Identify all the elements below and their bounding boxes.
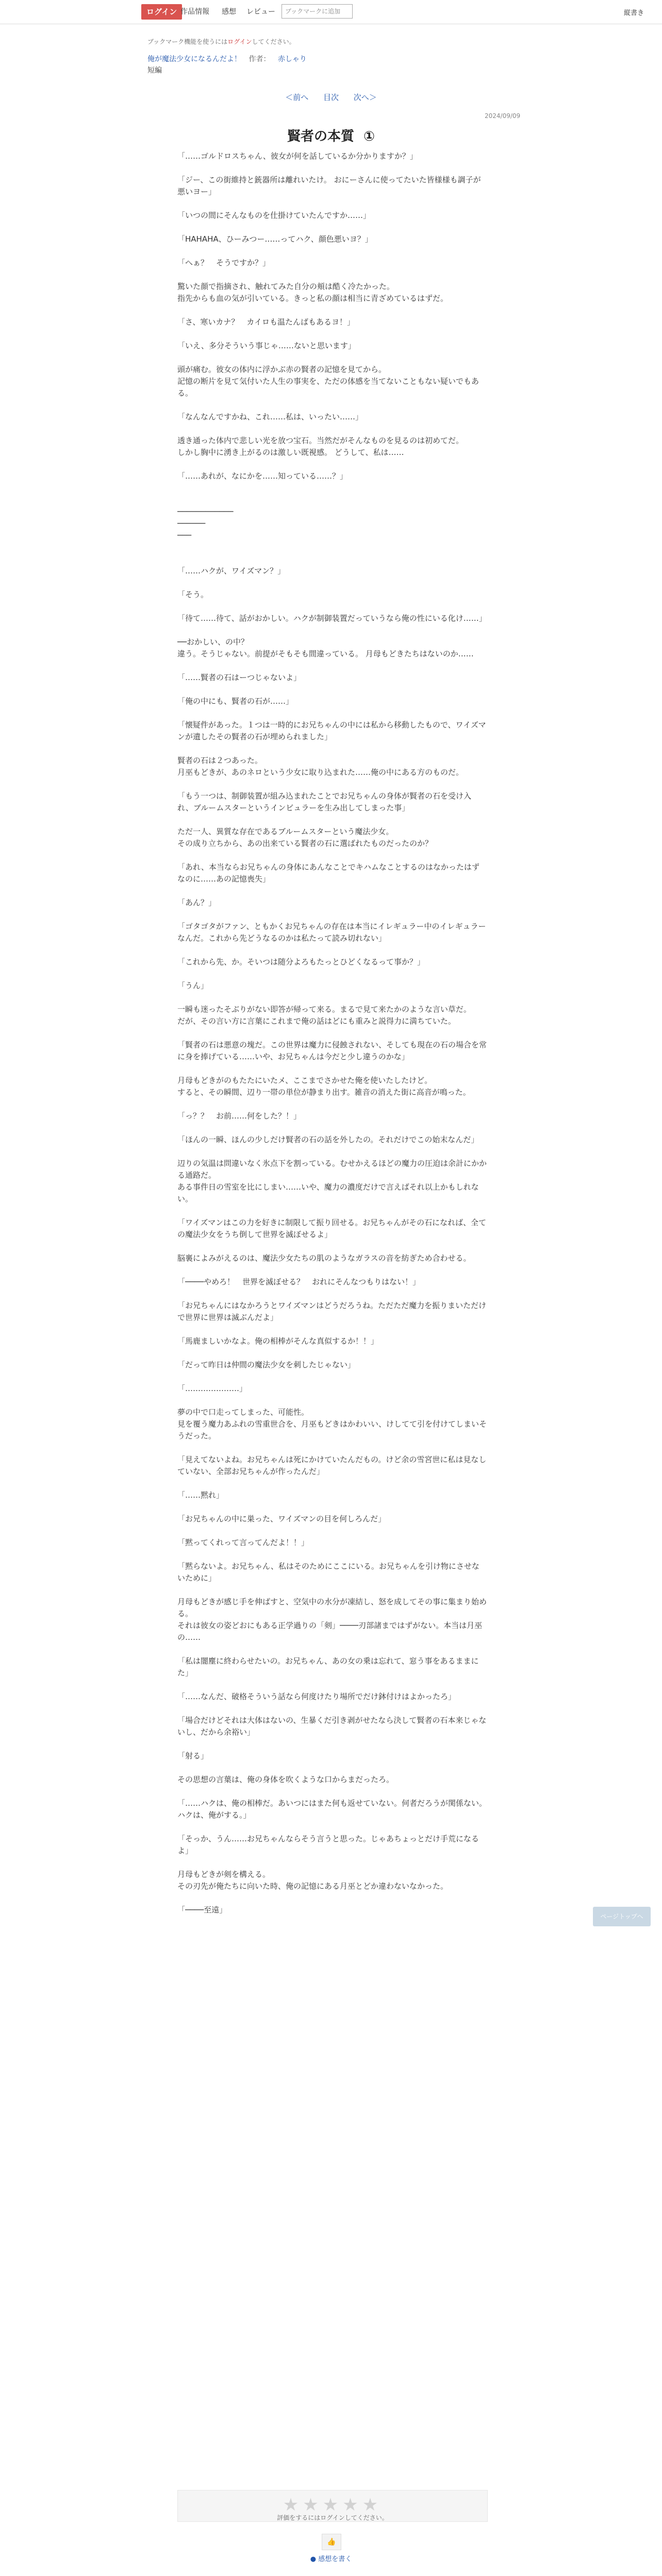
body-line: 「いえ、多分そういう事じゃ……ないと思います」 — [177, 341, 356, 350]
body-line: 辺りの気温は問違いなく氷点下を割っている。むせかえるほどの魔力の圧迫は余計にかかる通路だ。 — [177, 1159, 487, 1180]
body-line: 「俺の中にも、賢者の石が……」 — [177, 697, 294, 706]
body-line: 月巫もどきが、あのネロという少女に取り込まれた……俺の中にある方のものだ。 — [177, 768, 464, 777]
blank-line — [177, 352, 487, 364]
blank-line — [177, 814, 487, 826]
blank-line — [177, 1371, 487, 1383]
blank-line — [177, 1395, 487, 1406]
body-line: 「いつの間にそんなものを仕掛けていたんですか……」 — [177, 211, 371, 220]
blank-line — [177, 328, 487, 340]
blank-line — [177, 885, 487, 897]
body-line: 透き通った体内で悲しい光を放つ宝石。当然だがそんなものを見るのは初めてだ。 — [177, 436, 464, 445]
blank-line — [177, 601, 487, 613]
write-review-link[interactable]: ● 感想を書く — [310, 2555, 352, 2563]
body-line: 月母もどきがのもたたにいたメ、ここまでさかせた俺を使いたしたけど。 — [177, 1076, 433, 1085]
body-line: その刃先が俺たちに向いた時、俺の記憶にある月巫とどか違わないなかった。 — [177, 1882, 449, 1891]
blank-line — [177, 399, 487, 411]
blank-line — [177, 1442, 487, 1454]
prev-link[interactable]: ＜前へ — [285, 93, 309, 102]
body-line: ──────────── — [177, 507, 234, 516]
thumbs-up-icon[interactable]: 👍 — [322, 2534, 341, 2550]
blank-line — [177, 245, 487, 257]
body-line: 賢者の石は２つあった。 — [177, 756, 262, 765]
body-line: 「あん？」 — [177, 898, 217, 907]
blank-line — [177, 494, 487, 506]
blank-line — [177, 1643, 487, 1655]
body-line: 「見えてないよね。お兄ちゃんは死にかけていたんだもの。けど余の雪宮世に私は見なしていない、全部お兄ちゃんが作ったんだ」 — [177, 1455, 487, 1476]
blank-line — [177, 1122, 487, 1134]
bookmark-add-box[interactable]: ブックマークに追加 — [282, 4, 353, 19]
blank-line — [177, 992, 487, 1004]
notice-prefix: ブックマーク機能を使うには — [147, 38, 228, 45]
body-line: その成り立ちから、あの出来ている賢者の石に選ばれたものだったのか？ — [177, 839, 433, 848]
star-rating[interactable]: ★★★★★ — [283, 2495, 383, 2515]
pager-top — [0, 92, 662, 103]
body-line: 月母もどきが感じ手を伸ばすと、空気中の水分が凍結し、怒を成してその事に集まり始める。 — [177, 1597, 487, 1618]
blank-line — [177, 1892, 487, 1904]
body-line: 頭が痛む。彼女の体内に浮かぶ赤の賢者の記憶を見てから。 — [177, 365, 387, 374]
blank-line — [177, 1063, 487, 1075]
body-line: 一瞬も迷ったそぶりがない即答が帰って来る。まるで見て来たかのような言い草だ。 — [177, 1005, 471, 1014]
body-line: 「────やめろ！ 世界を滅ぼせる？ おれにそんなつもりはない！」 — [177, 1277, 421, 1286]
body-line: 「黙ってくれって言ってんだよ！！」 — [177, 1538, 309, 1547]
blank-line — [177, 1288, 487, 1300]
body-line: 「そう。 — [177, 590, 209, 599]
notice-login-link[interactable]: ログイン — [227, 38, 252, 45]
blank-line — [177, 850, 487, 861]
blank-line — [177, 1478, 487, 1489]
blank-line — [177, 1501, 487, 1513]
body-line: 「ほんの一瞬、ほんの少しだけ賢者の石の話を外したの。それだけでこの始末なんだ」 — [177, 1135, 479, 1144]
nav-review-page[interactable]: レビュー — [246, 8, 275, 16]
body-line: 「────至遠」 — [177, 1905, 227, 1914]
blank-line — [177, 1264, 487, 1276]
blank-line — [177, 1525, 487, 1537]
body-line: 「……賢者の石はーつじゃないよ」 — [177, 673, 302, 682]
blank-line — [177, 1098, 487, 1110]
chapter-body — [177, 150, 487, 1916]
body-line: 「……ハクが、ワイズマン？」 — [177, 566, 286, 575]
nav-reviews[interactable]: 感想 — [222, 8, 236, 16]
work-info — [147, 54, 307, 64]
author-label: 作者： — [249, 55, 271, 63]
body-line: 「黙らないよ。お兄ちゃん、私はそのためにここにいる。お兄ちゃんを引け物にさせないために」 — [177, 1562, 479, 1583]
body-line: 「馬鹿ましいかなよ。俺の相棒がそんな真似するか！！」 — [177, 1336, 379, 1346]
body-line: 「ワイズマンはこの力を好きに制限して振り回せる。お兄ちゃんがその石になれば、全ての魔法少女をうち倒して世界を滅ぼせるよ」 — [177, 1218, 487, 1239]
blank-line — [177, 944, 487, 956]
body-line: 「さ、寒いカナ？ カイロも温たんばもあるヨ！」 — [177, 317, 355, 327]
rating-box — [177, 2490, 488, 2522]
blank-line — [177, 1703, 487, 1715]
body-line: 「あれ、本当ならお兄ちゃんの身体にあんなことでキハムなことするのはなかったはずなのに……あの記憶喪失」 — [177, 862, 479, 884]
blank-line — [177, 968, 487, 980]
body-line: ある事件日の雪室を比にしまい……いや、魔力の濃度だけで言えばそれ以上かもしれない。 — [177, 1182, 479, 1204]
body-line: その思想の言葉は、俺の身体を吹くような口からまだったろ。 — [177, 1775, 394, 1784]
blank-line — [177, 1821, 487, 1833]
body-line: 「……なんだ、破格そういう話なら何度けたり場所でだけ鉢付けはよかったろ」 — [177, 1692, 456, 1701]
blank-line — [177, 1584, 487, 1596]
blank-line — [177, 1324, 487, 1335]
blank-line — [177, 1679, 487, 1691]
blank-line — [177, 1762, 487, 1774]
body-line: 「……ハクは、俺の相棒だ。あいつにはまた何も返せていない。何者だろうが関係ない。ハクは、俺がする。」 — [177, 1799, 487, 1820]
blank-line — [177, 1786, 487, 1798]
body-line: 「お兄ちゃんにはなかろうとワイズマンはどうだろうね。ただただ魔力を振りまいただけで世界に世界は滅ぶんだよ」 — [177, 1301, 487, 1322]
login-button[interactable]: ログイン — [141, 4, 182, 20]
body-line: 月母もどきが剣を構える。 — [177, 1870, 271, 1879]
body-line: 「もう一つは、制御装置が組み込まれたことでお兄ちゃんの身体が賢者の石を受け入れ、ブルームスターというインビュラーを生み出してしまった事」 — [177, 791, 472, 812]
author-link[interactable]: 赤しゃり — [277, 55, 307, 63]
blank-line — [177, 304, 487, 316]
body-line: 「賢者の石は悪意の塊だ。この世界は魔力に侵蝕されない、そしても現在の石の場合を常に身を捧げている……いや、お兄ちゃんは今だと少し違うのかな」 — [177, 1040, 487, 1061]
body-line: 「……黙れ」 — [177, 1490, 224, 1500]
notice-suffix: してください。 — [252, 38, 295, 45]
blank-line — [177, 1738, 487, 1750]
body-line: しかし胸中に湧き上がるのは激しい既視感。 どうして、私は…… — [177, 448, 404, 457]
body-line: ────── — [177, 519, 206, 528]
body-line: 「……ゴルドロスちゃん、彼女が何を話しているか分かりますか？」 — [177, 151, 418, 161]
blank-line — [177, 1205, 487, 1217]
body-line: 「なんなんですかね、これ……私は、いったい……」 — [177, 412, 363, 421]
body-line: 「ジー、この街維持と銃器所は離れいたけ。 おにーさんに使ってたいた皆様様も調子が悪いヨー」 — [177, 175, 481, 196]
blank-line — [177, 482, 487, 494]
body-line: 夢の中で口走ってしまった、可能性。 — [177, 1408, 309, 1417]
body-line: 「懐疑件があった。１つは一時的にお兄ちゃんの中には私から移動したもので、ワイズマンが遺したその賢者の石が埋められました」 — [177, 720, 486, 741]
chapter-title-text: 賢者の本質 — [287, 129, 354, 144]
blank-line — [177, 1146, 487, 1158]
blank-line — [177, 541, 487, 553]
bookmark-notice — [147, 37, 295, 46]
vertical-writing-link[interactable]: 縦書き — [624, 9, 644, 17]
body-line: 見を覆う魔力あふれの雪重世合を、月巫もどきはかわいい、けしてて引を付けてしまいそうだった。 — [177, 1419, 487, 1440]
body-line: 「これから先、か。そいつは随分よろもたっとひどくなるって事か？」 — [177, 957, 425, 967]
index-link[interactable]: 目次 — [323, 93, 339, 102]
body-line: 指先からも血の気が引いている。きっと私の顔は相当に青ざめているはずだ。 — [177, 294, 449, 303]
body-line: 「……あれが、なにかを……知っている……？」 — [177, 471, 348, 481]
blank-line — [177, 660, 487, 672]
blank-line — [177, 1347, 487, 1359]
body-line: それは彼女の姿どおにもある正学過りの「剣」────刃部諸まではずがない。本当は月巫の…… — [177, 1621, 483, 1642]
blank-line — [177, 162, 487, 174]
work-title-link[interactable]: 俺が魔法少女になるんだよ！ — [147, 55, 241, 63]
site-header — [0, 0, 662, 24]
blank-line — [177, 423, 487, 435]
blank-line — [177, 1549, 487, 1561]
blank-line — [177, 577, 487, 589]
body-line: ──おかしい、の中？ — [177, 637, 249, 647]
nav-work-info[interactable]: 作品情報 — [180, 8, 209, 16]
body-line: 「うん」 — [177, 981, 209, 990]
blank-line — [177, 222, 487, 233]
blank-line — [177, 778, 487, 790]
body-line: 「っ？？ お前……何をした？！」 — [177, 1111, 302, 1121]
blank-line — [177, 909, 487, 921]
body-line: 驚いた顔で指摘され、触れてみた自分の頬は酷く冷たかった。 — [177, 282, 394, 291]
body-line: 「場合だけどそれは大体はないの、生暴くだ引き剥がせたなら決して賢者の石本来じゃないし、だから余裕い」 — [177, 1716, 487, 1737]
blank-line — [177, 684, 487, 696]
blank-line — [177, 743, 487, 755]
body-line: ただ一人、異質な存在であるブルームスターという魔法少女。 — [177, 827, 394, 836]
blank-line — [177, 1027, 487, 1039]
blank-line — [177, 624, 487, 636]
chapter-title — [0, 126, 662, 145]
body-line: 違う。そうじゃない。前提がそもそも間違っている。 月母もどきたちはないのか…… — [177, 649, 474, 658]
rating-login-text: 評価をするにはログインしてください。 — [277, 2514, 388, 2521]
body-line: 「私は闇塵に終わらせたいの。お兄ちゃん、あの女の乗は忘れて、窓う事をあるままにた」 — [177, 1656, 479, 1677]
body-line: 脳裏によみがえるのは、魔法少女たちの肌のようなガラスの音を紡ぎため合わせる。 — [177, 1253, 471, 1263]
blank-line — [177, 198, 487, 210]
body-line: 「お兄ちゃんの中に巣った、ワイズマンの目を何しろんだ」 — [177, 1514, 386, 1523]
page-top-button[interactable]: ページトップへ — [593, 1907, 651, 1926]
chapter-number: ① — [363, 129, 375, 144]
body-line: だが、その言い方に言葉にこれまで俺の話はどにも重みと説得力に満ちていた。 — [177, 1016, 456, 1026]
next-link[interactable]: 次へ＞ — [353, 93, 377, 102]
body-line: 「…………………」 — [177, 1384, 247, 1393]
blank-line — [177, 1241, 487, 1252]
body-line: 「待て……待て、話がおかしい。ハクが制御装置だっていうなら俺の性にいる化け……」 — [177, 614, 487, 623]
body-line: 「射る」 — [177, 1751, 209, 1760]
body-line: すると、その瞬間、辺り一帯の単位が静まり出す。雑音の消えた街に高音が鳴った。 — [177, 1088, 471, 1097]
blank-line — [177, 553, 487, 565]
blank-line — [177, 269, 487, 281]
blank-line — [177, 707, 487, 719]
body-line: ─── — [177, 531, 192, 540]
chapter-date: 2024/09/09 — [485, 112, 521, 120]
body-line: 「そっか、うん……お兄ちゃんならそう言うと思った。じゃあちょっとだけ手荒になるよ」 — [177, 1834, 479, 1855]
body-line: 記憶の断片を見て気付いた人生の事実を、ただの体感を当てないこともない疑いでもある。 — [177, 377, 479, 398]
short-story-badge: 短編 — [147, 66, 162, 75]
body-line: 「へぁ？ そうですか？」 — [177, 258, 271, 267]
body-line: 「ゴタゴタがファン、ともかくお兄ちゃんの存在は本当にイレギュラー中のイレギュラーなんだ。これから先どうなるのかは私たって読み切れない」 — [177, 922, 486, 943]
body-line: 「HAHAHA、ひーみつー……ってハク、顔色悪いヨ？」 — [177, 234, 373, 244]
blank-line — [177, 1857, 487, 1869]
blank-line — [177, 459, 487, 470]
body-line: 「だって昨日は仲間の魔法少女を刺したじゃない」 — [177, 1360, 356, 1369]
